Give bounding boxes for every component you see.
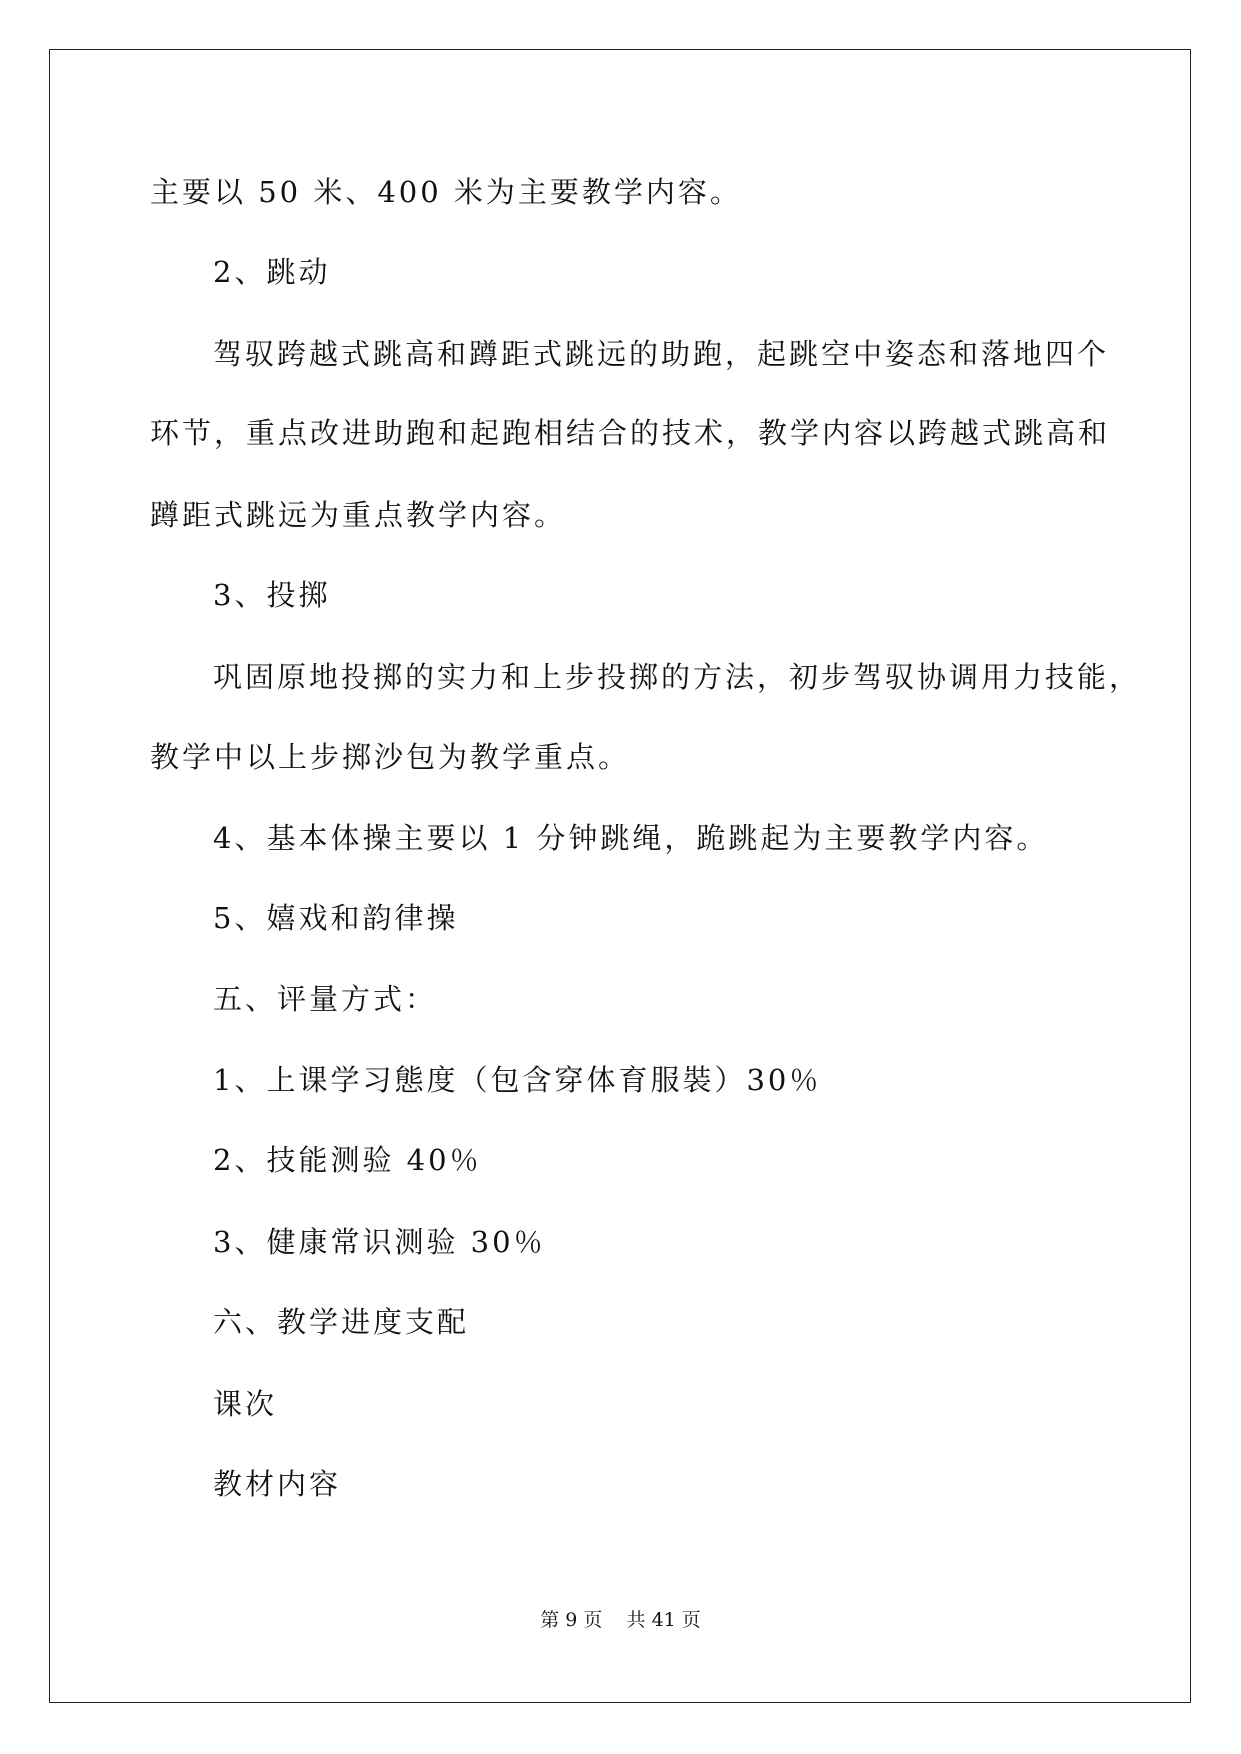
text-line: 蹲距式跳远为重点教学内容。 [150,498,567,532]
text-line: 5、嬉戏和韵律操 [213,901,459,935]
page-border [49,49,1191,1703]
text-line: 主要以 50 米、400 米为主要教学内容。 [150,175,742,209]
text-line: 2、技能测验 40％ [213,1143,482,1177]
text-line: 巩固原地投掷的实力和上步投掷的方法，初步驾驭协调用力技能， [213,660,1142,694]
text-line: 环节，重点改进助跑和起跑相结合的技术，教学内容以跨越式跳高和 [150,416,1111,450]
text-line: 教材内容 [213,1467,342,1501]
text-line: 课次 [213,1387,278,1421]
text-line: 3、投掷 [213,578,331,612]
text-line: 3、健康常识测验 30％ [213,1225,546,1259]
page-number-footer: 第 9 页 共 41 页 [540,1609,701,1631]
text-line: 2、跳动 [213,255,331,289]
text-line: 教学中以上步掷沙包为教学重点。 [150,740,631,774]
text-line: 驾驭跨越式跳高和蹲距式跳远的助跑，起跳空中姿态和落地四个 [213,337,1110,371]
text-line: 五、评量方式： [213,982,438,1016]
text-line: 4、基本体操主要以 1 分钟跳绳，跪跳起为主要教学内容。 [213,821,1049,855]
text-line: 1、上课学习態度（包含穿体育服裝）30％ [213,1063,822,1097]
text-line: 六、教学进度支配 [213,1305,470,1339]
